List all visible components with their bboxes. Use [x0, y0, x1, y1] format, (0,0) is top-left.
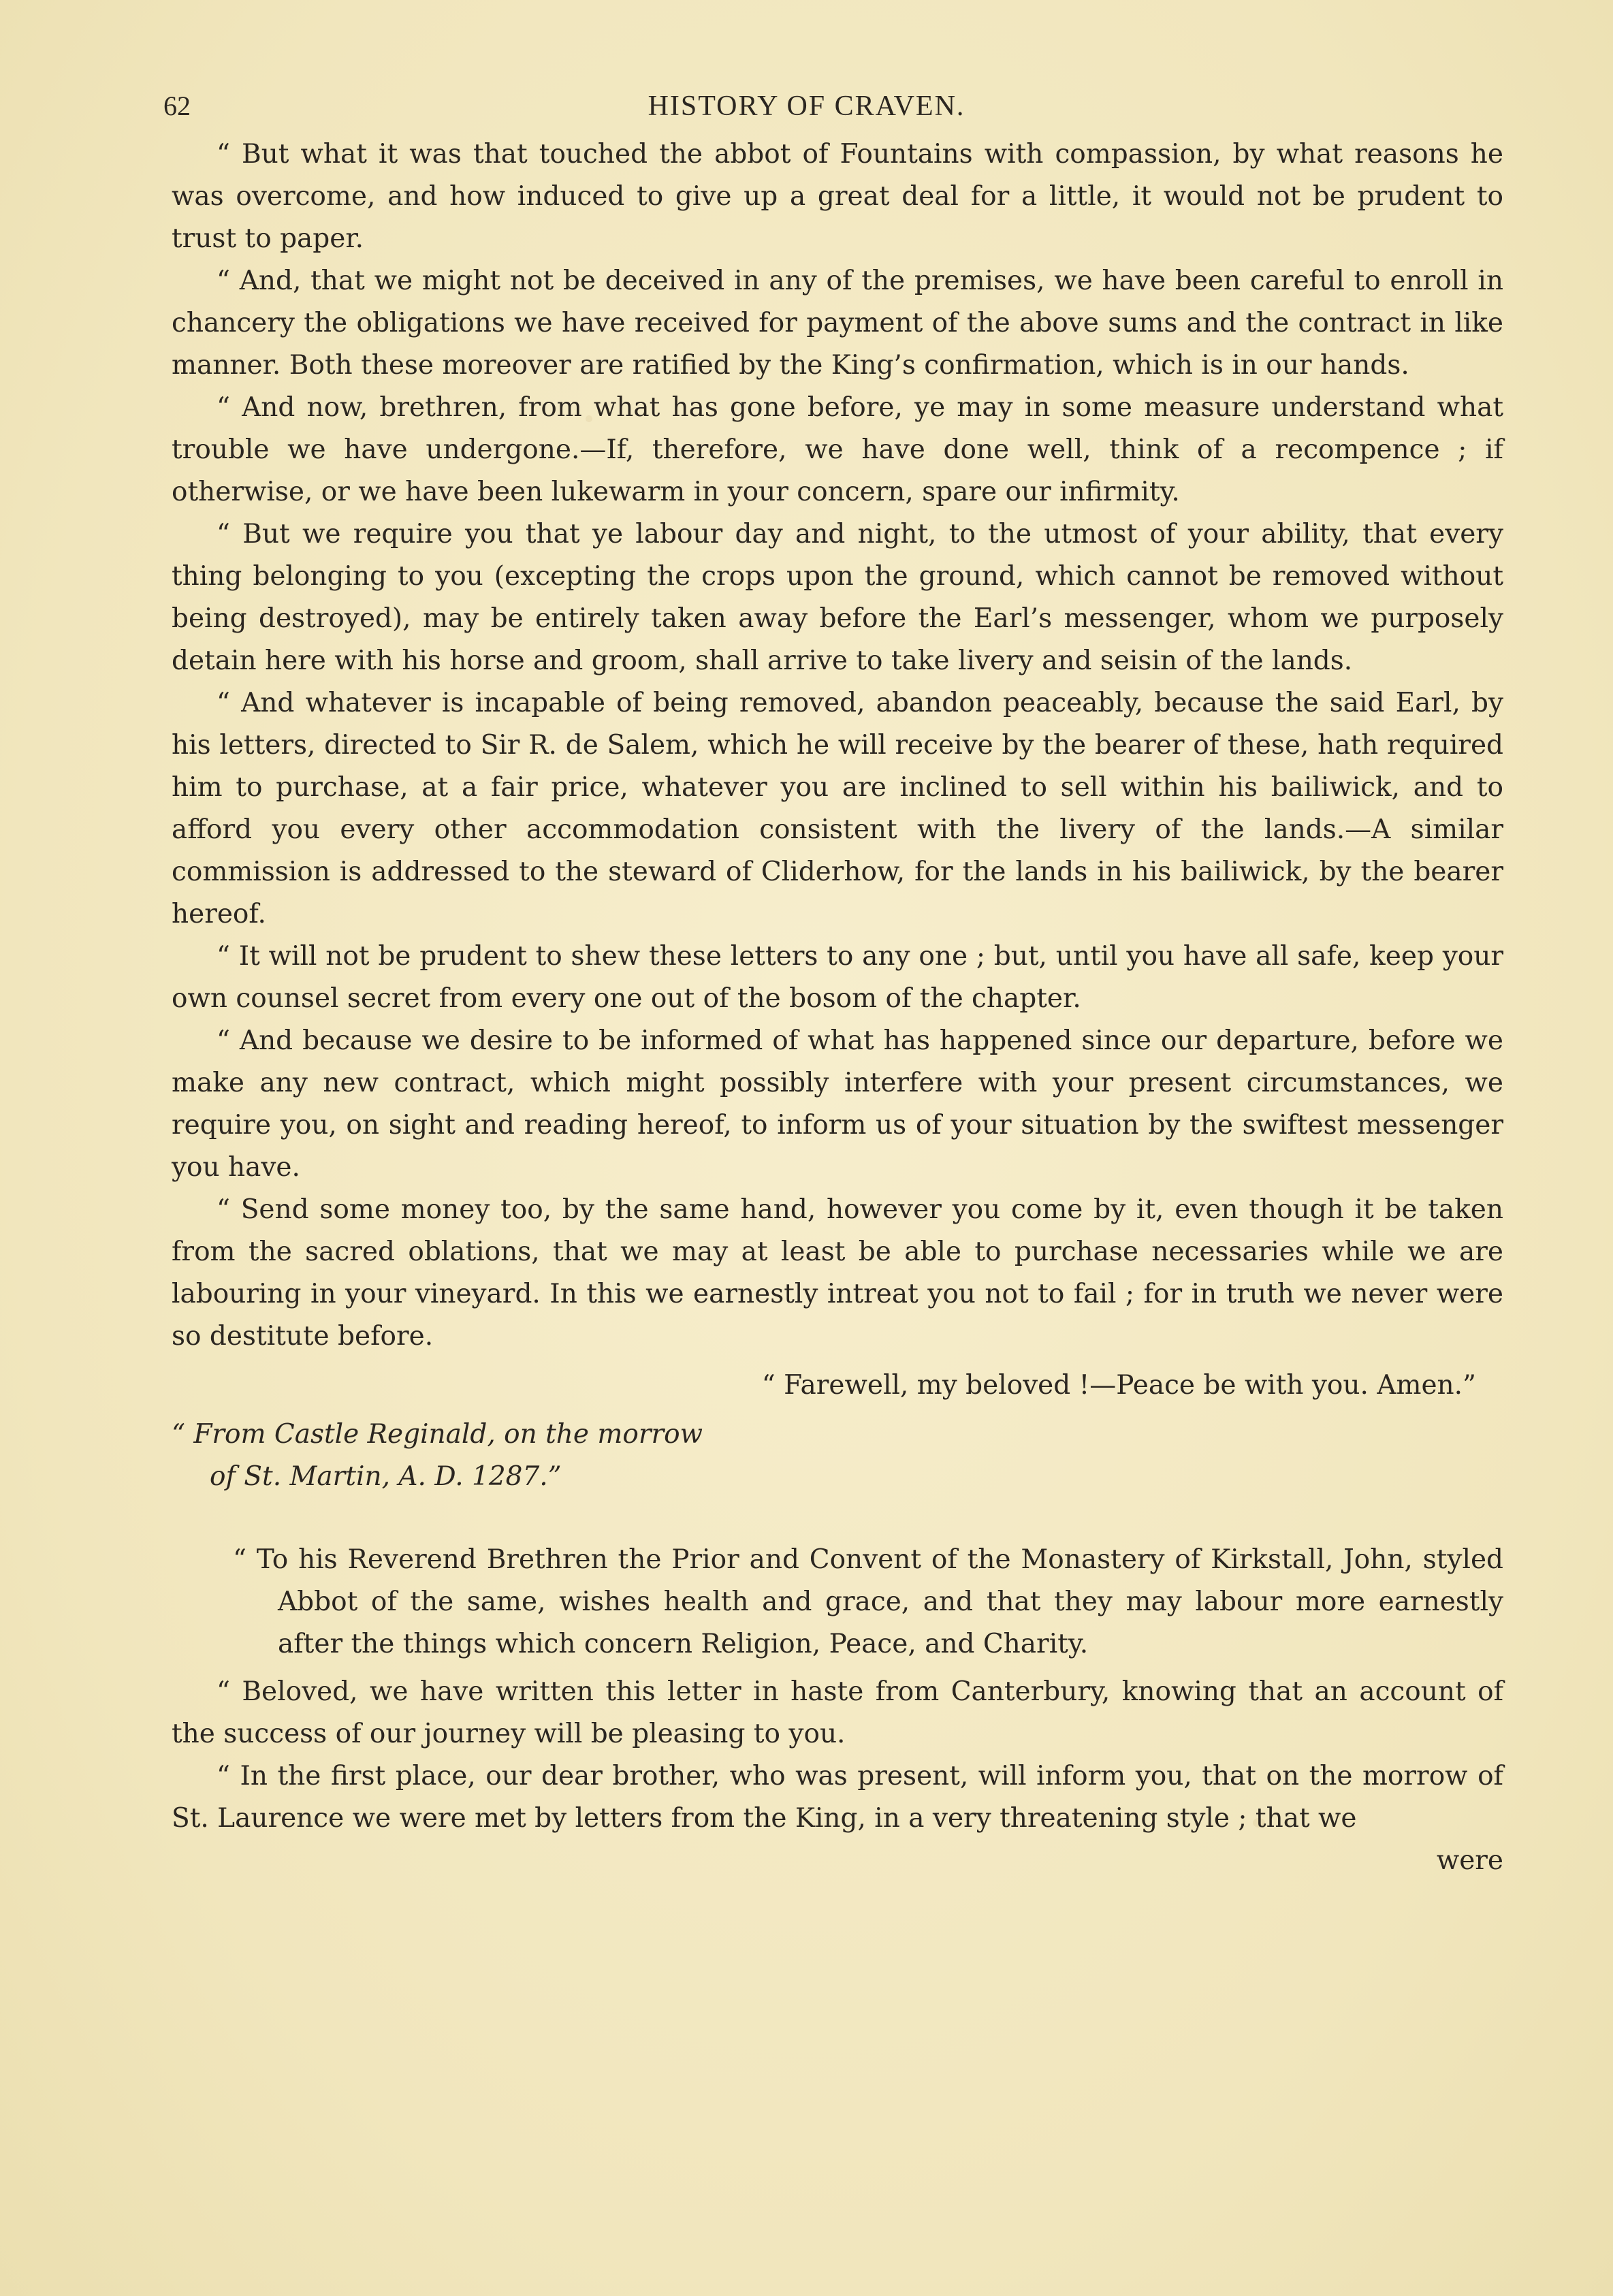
paragraph: “ And, that we might not be deceived in any of the premises, we have been careful to enroll in chancery the obligations we have received for payment of the above sums and the contract in like manner. Both these moreover are ratified by the King’s confirmation, which is in our hands.	[172, 266, 1503, 381]
paragraph: “ And now, brethren, from what has gone before, ye may in some measure understand what trouble we have undergone.—If, therefore, we have done well, think of a recompence ; if otherwise, or we have been lukewarm in your concern, spare our infirmity.	[172, 392, 1503, 507]
letter-closing: “ Farewell, my beloved !—Peace be with you. Amen.”	[761, 1370, 1476, 1401]
paragraph: “ And whatever is incapable of being removed, abandon peaceably, because the said Earl, by his letters, directed to Sir R. de Salem, which he will receive by the bearer of these, hath required him to purchase, at a fair price, whatever you are inclined to sell within his bailiwick, and to afford you every other accommodation consistent with the livery of the lands.—A similar commission is addressed to the steward of Cliderhow, for the lands in his bailiwick, by the bearer hereof.	[172, 688, 1503, 929]
paragraph: “ And because we desire to be informed of what has happened since our departure, before we make any new contract, which might possibly interfere with your present circumstances, we require you, on sight and reading hereof, to inform us of your situation by the swiftest messenger you have.	[172, 1025, 1503, 1183]
paragraph: “ In the first place, our dear brother, who was present, will inform you, that on the morrow of St. Laurence we were met by letters from the King, in a very threatening style ; that we	[172, 1761, 1503, 1834]
paragraph: “ Send some money too, by the same hand, however you come by it, even though it be taken from the sacred oblations, that we may at least be able to purchase necessaries while we are labouring in your vineyard. In this we earnestly intreat you not to fail ; for in truth we never were so destitute before.	[172, 1194, 1503, 1352]
paragraph: “ It will not be prudent to shew these letters to any one ; but, until you have all safe, keep your own counsel secret from every one out of the bosom of the chapter.	[172, 941, 1503, 1014]
letter-dateline	[172, 1414, 1503, 1498]
letter-address: “ To his Reverend Brethren the Prior and Convent of the Monastery of Kirkstall, John, styled Abbot of the same, wishes health and grace, and that they may labour more earnestly after the things which concern Religion, Peace, and Charity.	[233, 1544, 1503, 1659]
catchword: were	[1436, 1845, 1503, 1876]
paragraph: “ Beloved, we have written this letter in haste from Canterbury, knowing that an account of the success of our journey will be pleasing to you.	[172, 1676, 1503, 1749]
dateline-line-2: of St. Martin, A. D. 1287.”	[210, 1461, 562, 1492]
running-head: HISTORY OF CRAVEN.	[648, 91, 965, 122]
page-number: 62	[163, 91, 191, 121]
paragraph: “ But what it was that touched the abbot of Fountains with compassion, by what reasons he was overcome, and how induced to give up a great deal for a little, it would not be prudent to trust to paper.	[172, 139, 1503, 254]
body-text	[172, 133, 1503, 1882]
paragraph: “ But we require you that ye labour day and night, to the utmost of your ability, that every thing belonging to you (excepting the crops upon the ground, which cannot be removed without being destroyed), may be entirely taken away before the Earl’s messenger, whom we purposely detain here with his horse and groom, shall arrive to take livery and seisin of the lands.	[172, 519, 1503, 676]
dateline-line-1: “ From Castle Reginald, on the morrow	[172, 1419, 703, 1450]
section-gap	[172, 1498, 1503, 1539]
page-header	[0, 90, 1613, 131]
